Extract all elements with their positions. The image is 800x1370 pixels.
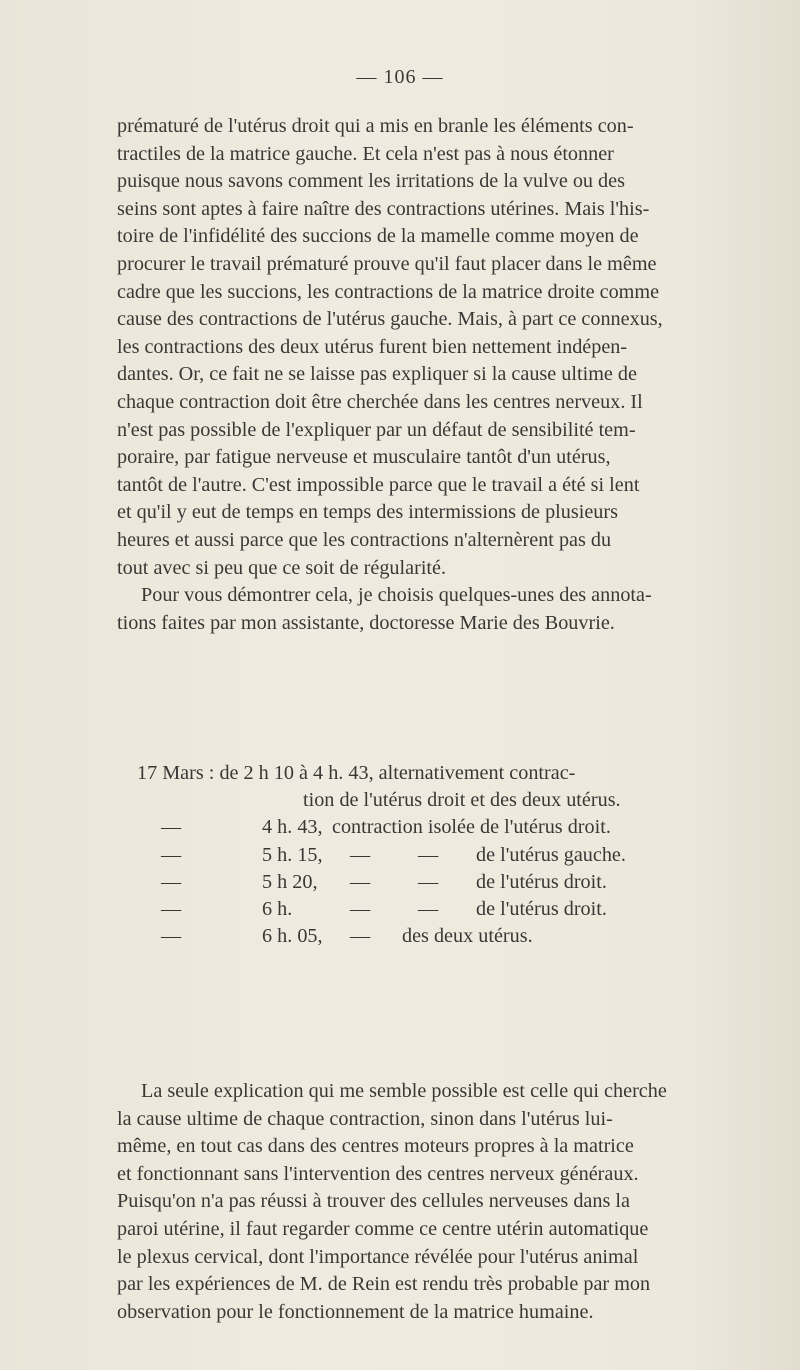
annotation-text: alternativement contrac-: [378, 762, 576, 784]
annotation-row: [137, 923, 757, 950]
annotation-text: tion de l'utérus droit et des deux utérus.: [303, 789, 621, 812]
text-line: les contractions des deux utérus furent bien nettement indépen-: [117, 335, 628, 358]
annotation-text: contraction isolée de l'utérus droit.: [332, 816, 611, 839]
annotation-row: [137, 814, 757, 841]
page-number: — 106 —: [356, 66, 444, 88]
annotation-date: 17 Mars :: [137, 762, 220, 784]
ditto-dash: —: [350, 898, 371, 921]
text-line: dantes. Or, ce fait ne se laisse pas expliquer si la cause ultime de: [117, 363, 637, 386]
text-line: prématuré de l'utérus droit qui a mis en branle les éléments con-: [117, 115, 634, 137]
annotation-time: 4 h. 43,: [262, 816, 323, 839]
ditto-dash: —: [418, 843, 439, 866]
annotation-row: [137, 896, 757, 923]
annotation-text: de l'utérus gauche.: [476, 843, 626, 866]
annotation-text: des deux utérus.: [402, 925, 533, 948]
annotation-row: [137, 842, 757, 869]
annotation-time: 6 h. 05,: [262, 925, 323, 948]
text-line: n'est pas possible de l'expliquer par un défaut de sensibilité tem-: [117, 418, 636, 441]
ditto-dash: —: [418, 870, 439, 893]
paragraph-2: [117, 1078, 744, 1326]
annotation-continuation: [137, 787, 757, 814]
text-line: Pour vous démontrer cela, je choisis quelques-unes des annota-: [141, 584, 652, 607]
text-line: procurer le travail prématuré prouve qu'il faut placer dans le même: [117, 252, 657, 275]
ditto-dash: —: [161, 816, 182, 839]
text-line: même, en tout cas dans des centres moteurs propres à la matrice: [117, 1135, 634, 1158]
text-line: tions faites par mon assistante, doctoresse Marie des Bouvrie.: [117, 611, 615, 634]
annotation-row: [137, 869, 757, 896]
text-line: tractiles de la matrice gauche. Et cela n'est pas à nous étonner: [117, 142, 614, 165]
ditto-dash: —: [350, 870, 371, 893]
annotations-list: [137, 760, 757, 950]
annotation-row: [137, 760, 757, 787]
annotation-text: de l'utérus droit.: [476, 898, 607, 921]
annotation-time: 6 h.: [262, 898, 293, 921]
text-line: cause des contractions de l'utérus gauche. Mais, à part ce connexus,: [117, 308, 663, 331]
text-line: par les expériences de M. de Rein est rendu très probable par mon: [117, 1273, 651, 1296]
text-line: puisque nous savons comment les irritations de la vulve ou des: [117, 170, 625, 193]
ditto-dash: —: [418, 898, 439, 921]
text-line: paroi utérine, il faut regarder comme ce centre utérin automatique: [117, 1217, 649, 1240]
text-line: tout avec si peu que ce soit de régularité.: [117, 556, 447, 579]
annotation-text: de l'utérus droit.: [476, 870, 607, 893]
ditto-dash: —: [161, 898, 182, 921]
ditto-dash: —: [350, 925, 371, 948]
ditto-dash: —: [350, 843, 371, 866]
ditto-dash: —: [161, 925, 182, 948]
text-line: cadre que les succions, les contractions de la matrice droite comme: [117, 280, 660, 303]
text-line: observation pour le fonctionnement de la matrice humaine.: [117, 1300, 594, 1323]
text-line: seins sont aptes à faire naître des contractions utérines. Mais l'his-: [117, 197, 650, 220]
text-line: La seule explication qui me semble possible est celle qui cherche: [141, 1080, 667, 1102]
text-line: et qu'il y eut de temps en temps des intermissions de plusieurs: [117, 501, 618, 524]
text-line: poraire, par fatigue nerveuse et musculaire tantôt d'un utérus,: [117, 446, 611, 469]
paragraph-1: [117, 113, 744, 637]
text-line: tantôt de l'autre. C'est impossible parce que le travail a été si lent: [117, 473, 640, 496]
text-line: la cause ultime de chaque contraction, sinon dans l'utérus lui-: [117, 1107, 613, 1130]
annotation-time: de 2 h 10 à 4 h. 43,: [219, 762, 379, 784]
text-line: toire de l'infidélité des succions de la mamelle comme moyen de: [117, 225, 639, 248]
text-line: Puisqu'on n'a pas réussi à trouver des cellules nerveuses dans la: [117, 1190, 630, 1213]
annotation-time: 5 h. 15,: [262, 843, 323, 866]
text-line: chaque contraction doit être cherchée dans les centres nerveux. Il: [117, 390, 643, 413]
ditto-dash: —: [161, 843, 182, 866]
text-line: et fonctionnant sans l'intervention des centres nerveux généraux.: [117, 1162, 639, 1185]
text-line: heures et aussi parce que les contractions n'alternèrent pas du: [117, 528, 612, 551]
annotation-time: 5 h 20,: [262, 870, 318, 893]
ditto-dash: —: [161, 870, 182, 893]
text-line: le plexus cervical, dont l'importance révélée pour l'utérus animal: [117, 1245, 639, 1268]
